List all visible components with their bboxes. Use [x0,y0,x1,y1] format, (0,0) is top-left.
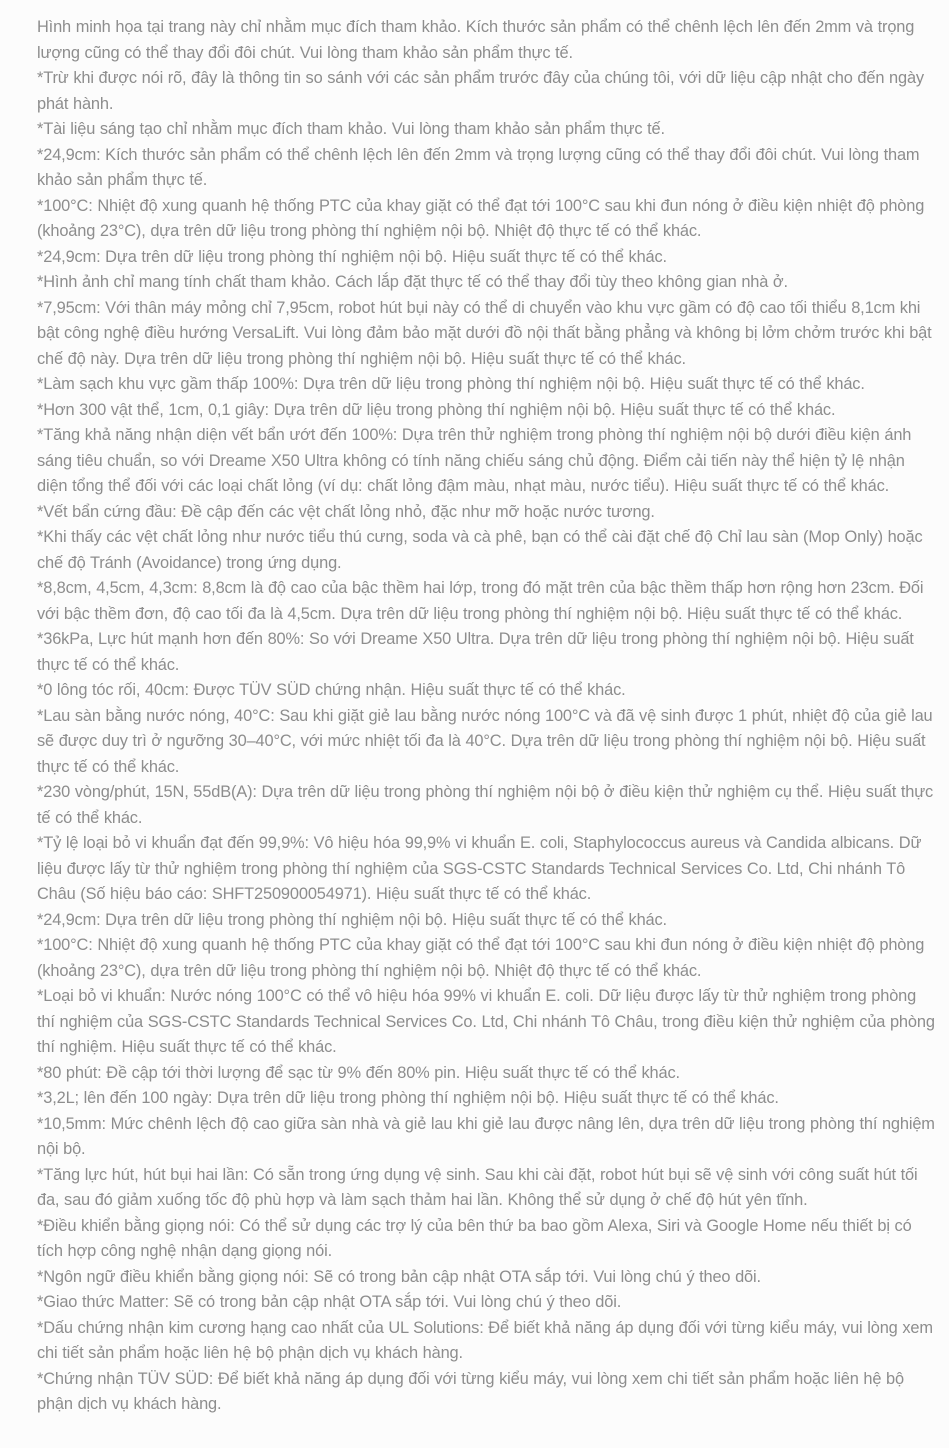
footnote-creative-material: *Tài liệu sáng tạo chỉ nhằm mục đích tham khảo. Vui lòng tham khảo sản phẩm thực tế. [37,120,665,138]
footnote-comparison-basis: *Trừ khi được nói rõ, đây là thông tin so sánh với các sản phẩm trước đây của chúng tôi, với dữ liệu cập nhật cho đến ngày phát hành. [37,69,924,113]
footnote-300-objects: *Hơn 300 vật thể, 1cm, 0,1 giây: Dựa trên dữ liệu trong phòng thí nghiệm nội bộ. Hiệu suất thực tế có thể khác. [37,400,836,419]
footnote-249cm-lab: *24,9cm: Dựa trên dữ liệu trong phòng thí nghiệm nội bộ. Hiệu suất thực tế có thể khác. [37,247,667,266]
footnote-mop-only-avoidance: *Khi thấy các vệt chất lỏng như nước tiểu thú cưng, soda và cà phê, bạn có thể cài đặt chế độ Chỉ lau sàn (Mop Only) hoặc chế độ Tránh (Avoidance) trong ứng dụng. [37,528,923,572]
footnote-249cm-dimensions: *24,9cm: Kích thước sản phẩm có thể chênh lệch lên đến 2mm và trọng lượng cũng có thể thay đổi đôi chút. Vui lòng tham khảo sản phẩm thực tế. [37,145,920,189]
footnote-matter-protocol: *Giao thức Matter: Sẽ có trong bản cập nhật OTA sắp tới. Vui lòng chú ý theo dõi. [37,1293,622,1311]
footnote-intro: Hình minh họa tại trang này chỉ nhằm mục đích tham khảo. Kích thước sản phẩm có thể chênh lệch lên đến 2mm và trọng lượng cũng có thể thay đổi đôi chút. Vui lòng tham khảo sản phẩm thực tế. [37,18,915,62]
footnote-hot-water-mopping: *Lau sàn bằng nước nóng, 40°C: Sau khi giặt giẻ lau bằng nước nóng 100°C và đã vệ sinh được 1 phút, nhiệt độ của giẻ lau sẽ được duy trì ở ngưỡng 30–40°C, với mức nhiệt tối đa là 40°C. Dựa trên dữ liệu trong phòng thí nghiệm nội bộ. Hiệu suất thực tế có thể khác. [37,706,933,776]
footnote-image-reference: *Hình ảnh chỉ mang tính chất tham khảo. Cách lắp đặt thực tế có thể thay đổi tùy theo không gian nhà ở. [37,273,788,291]
footnote-low-clearance-cleaning: *Làm sạch khu vực gầm thấp 100%: Dựa trên dữ liệu trong phòng thí nghiệm nội bộ. Hiệu suất thực tế có thể khác. [37,375,865,393]
footnote-ul-diamond-certification: *Dấu chứng nhận kim cương hạng cao nhất của UL Solutions: Để biết khả năng áp dụng đối với từng kiểu máy, vui lòng xem chi tiết sản phẩm hoặc liên hệ bộ phận dịch vụ khách hàng. [37,1318,933,1362]
footnote-795cm-versalift: *7,95cm: Với thân máy mỏng chỉ 7,95cm, robot hút bụi này có thể di chuyển vào khu vực gầm có độ cao tối thiểu 8,1cm khi bật công nghệ điều hướng VersaLift. Vui lòng đảm bảo mặt dưới đồ nội thất bằng phẳng và không bị lởm chởm trước khi bật chế độ này. Dựa trên dữ liệu trong phòng thí nghiệm nội bộ. Hiệu suất thực tế có thể khác. [37,298,932,368]
footnote-bacteria-999: *Tỷ lệ loại bỏ vi khuẩn đạt đến 99,9%: Vô hiệu hóa 99,9% vi khuẩn E. coli, Staphylococcus aureus và Candida albicans. Dữ liệu được lấy từ thử nghiệm trong phòng thí nghiệm của SGS-CSTC Standards Technical Services Co. Ltd, Chi nhánh Tô Châu (Số hiệu báo cáo: SHFT250900054971). Hiệu suất thực tế có thể khác. [37,834,922,903]
footnote-105mm-mop-lift: *10,5mm: Mức chênh lệch độ cao giữa sàn nhà và giẻ lau khi giẻ lau được nâng lên, dựa trên dữ liệu trong phòng thí nghiệm nội bộ. [37,1114,935,1158]
footnote-wet-stain-recognition: *Tăng khả năng nhận diện vết bẩn ướt đến 100%: Dựa trên thử nghiệm trong phòng thí nghiệm nội bộ dưới điều kiện ánh sáng tiêu chuẩn, so với Dreame X50 Ultra không có tính năng chiếu sáng chủ động. Điểm cải tiến này thể hiện tỷ lệ nhận diện tổng thể đối với các loại chất lỏng (ví dụ: chất lỏng đậm màu, nhạt màu, nước tiểu). Hiệu suất thực tế có thể khác. [37,426,912,495]
footnote-boost-suction-double-vacuum: *Tăng lực hút, hút bụi hai lần: Có sẵn trong ứng dụng vệ sinh. Sau khi cài đặt, robot hút bụi sẽ vệ sinh với công suất hút tối đa, sau đó giảm xuống tốc độ phù hợp và làm sạch thảm hai lần. Không thể sử dụng ở chế độ hút yên tĩnh. [37,1165,918,1209]
footnote-100c-ptc-2: *100°C: Nhiệt độ xung quanh hệ thống PTC của khay giặt có thể đạt tới 100°C sau khi đun nóng ở điều kiện nhiệt độ phòng (khoảng 23°C), dựa trên dữ liệu trong phòng thí nghiệm nội bộ. Nhiệt độ thực tế có thể khác. [37,936,925,980]
footnote-tuv-sud-certification: *Chứng nhận TÜV SÜD: Để biết khả năng áp dụng đối với từng kiểu máy, vui lòng xem chi tiết sản phẩm hoặc liên hệ bộ phận dịch vụ khách hàng. [37,1369,904,1413]
footnote-zero-tangle-tuv: *0 lông tóc rối, 40cm: Được TÜV SÜD chứng nhận. Hiệu suất thực tế có thể khác. [37,681,626,699]
footnote-voice-control: *Điều khiển bằng giọng nói: Có thể sử dụng các trợ lý của bên thứ ba bao gồm Alexa, Siri và Google Home nếu thiết bị có tích hợp công nghệ nhận dạng giọng nói. [37,1216,912,1260]
footnote-100c-ptc: *100°C: Nhiệt độ xung quanh hệ thống PTC của khay giặt có thể đạt tới 100°C sau khi đun nóng ở điều kiện nhiệt độ phòng (khoảng 23°C), dựa trên dữ liệu trong phòng thí nghiệm nội bộ. Nhiệt độ thực tế có thể khác. [37,196,925,240]
footnote-32l-100-days: *3,2L; lên đến 100 ngày: Dựa trên dữ liệu trong phòng thí nghiệm nội bộ. Hiệu suất thực tế có thể khác. [37,1089,779,1107]
footnote-voice-languages-ota: *Ngôn ngữ điều khiển bằng giọng nói: Sẽ có trong bản cập nhật OTA sắp tới. Vui lòng chú ý theo dõi. [37,1267,761,1286]
footnote-stubborn-stains: *Vết bẩn cứng đầu: Đề cập đến các vệt chất lỏng nhỏ, đặc như mỡ hoặc nước tương. [37,502,655,521]
footnote-bacteria-removal: *Loại bỏ vi khuẩn: Nước nóng 100°C có thể vô hiệu hóa 99% vi khuẩn E. coli. Dữ liệu được lấy từ thử nghiệm trong phòng thí nghiệm của SGS-CSTC Standards Technical Services Co. Ltd, Chi nhánh Tô Châu, trong điều kiện thử nghiệm của phòng thí nghiệm. Hiệu suất thực tế có thể khác. [37,987,935,1056]
footnote-80-minutes-charging: *80 phút: Đề cập tới thời lượng để sạc từ 9% đến 80% pin. Hiệu suất thực tế có thể khác. [37,1063,680,1082]
footnote-36kpa-suction: *36kPa, Lực hút mạnh hơn đến 80%: So với Dreame X50 Ultra. Dựa trên dữ liệu trong phòng thí nghiệm nội bộ. Hiệu suất thực tế có thể khác. [37,630,914,674]
footnote-230rpm-15n-55db: *230 vòng/phút, 15N, 55dB(A): Dựa trên dữ liệu trong phòng thí nghiệm nội bộ ở điều kiện thử nghiệm cụ thể. Hiệu suất thực tế có thể khác. [37,783,934,827]
footnote-threshold-heights: *8,8cm, 4,5cm, 4,3cm: 8,8cm là độ cao của bậc thềm hai lớp, trong đó mặt trên của bậc thềm thấp hơn rộng hơn 23cm. Đối với bậc thềm đơn, độ cao tối đa là 4,5cm. Dựa trên dữ liệu trong phòng thí nghiệm nội bộ. Hiệu suất thực tế có thể khác. [37,579,924,623]
footnote-249cm-lab-2: *24,9cm: Dựa trên dữ liệu trong phòng thí nghiệm nội bộ. Hiệu suất thực tế có thể khác. [37,910,667,929]
